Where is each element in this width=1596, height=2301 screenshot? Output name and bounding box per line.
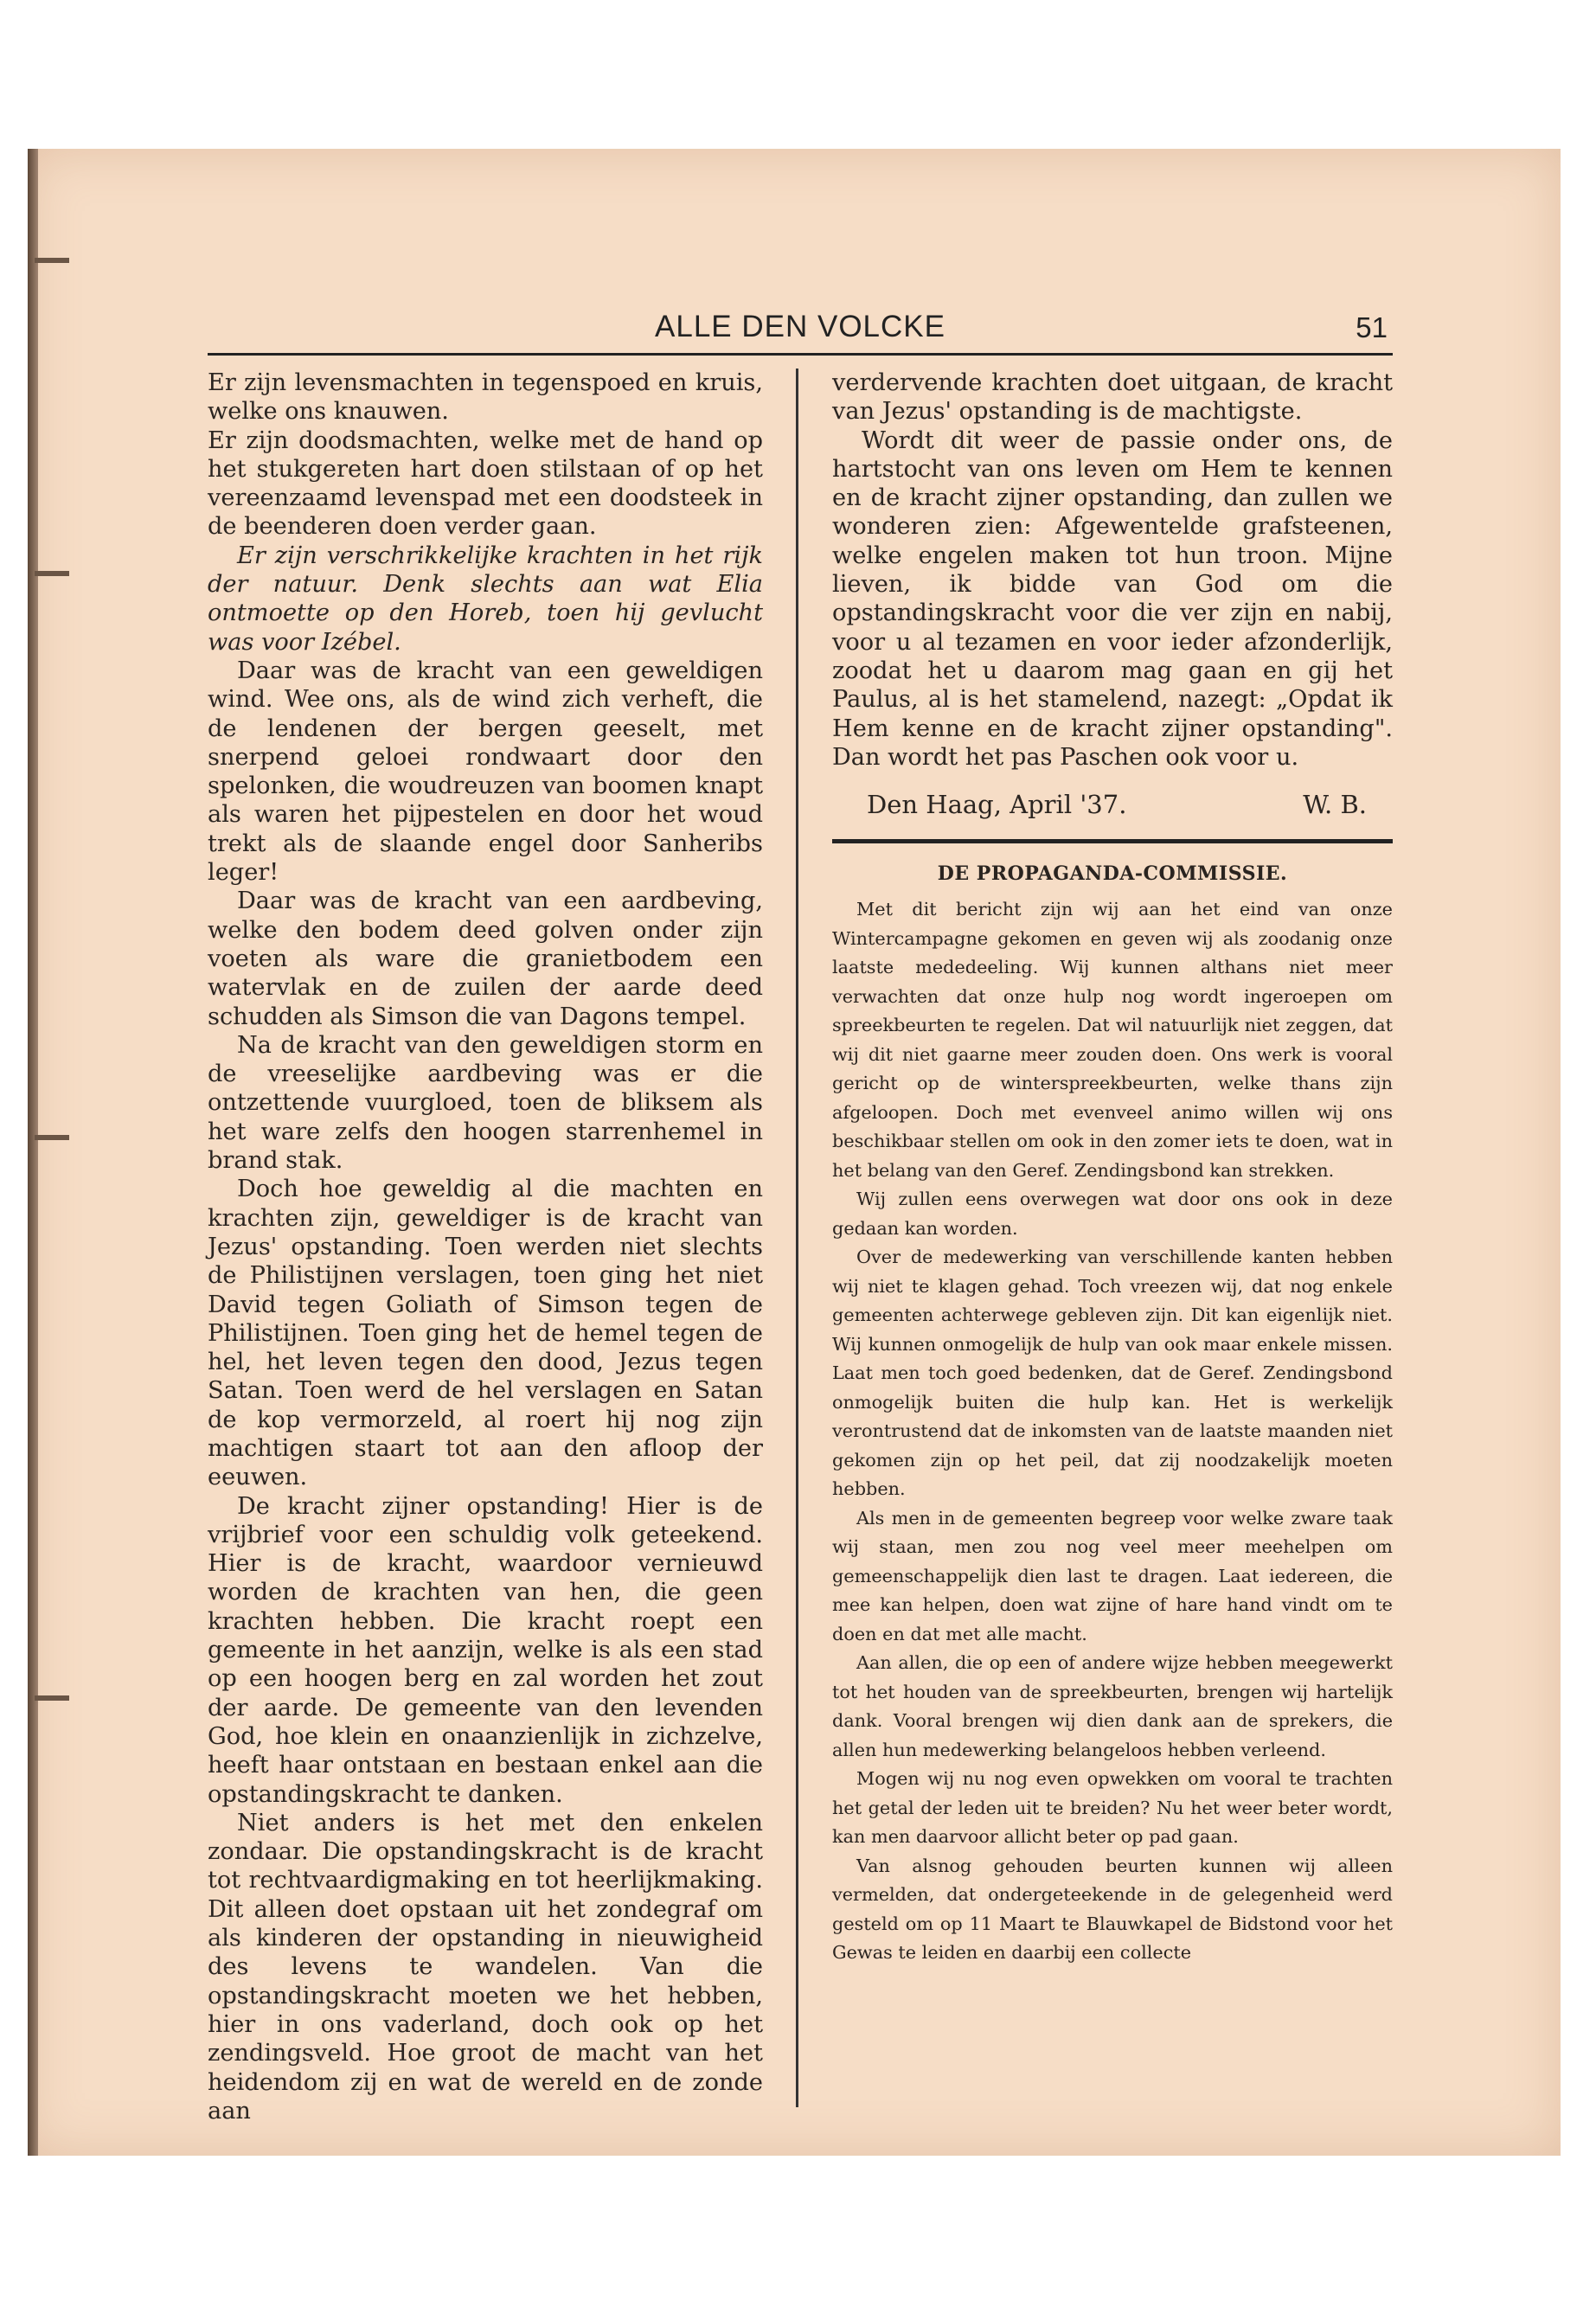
paragraph: De kracht zijner opstanding! Hier is de vrijbrief voor een schuldig volk geteekend. Hier is de kracht, waardoor vernieuwd worden de krachten van hen, die geen krachten hebben. Die kracht roept een gemeente in het aanzijn, welke is als een stad op een hoogen berg en zal worden het zout der aarde. De gemeente van den levenden God, hoe klein en onaanzienlijk in zichzelve, heeft haar ontstaan en bestaan enkel aan die opstandingskracht te danken. <box>208 1492 763 1808</box>
column-divider <box>796 369 798 2107</box>
page-binding-edge <box>28 149 38 2156</box>
paragraph: Over de medewerking van verschillende kanten hebben wij niet te klagen gehad. Toch vreezen wij, dat nog enkele gemeenten achterwege gebleven zijn. Dit kan eigenlijk niet. Wij kunnen onmogelijk de hulp van ook maar enkele missen. Laat men toch goed bedenken, dat de Geref. Zendingsbond onmogelijk buiten die hulp kan. Het is werkelijk verontrustend dat de inkomsten van de laatste maanden niet gekomen zijn op het peil, dat zij noodzakelijk moeten hebben. <box>832 1247 1393 1500</box>
article-signature <box>832 789 1393 820</box>
paragraph: Daar was de kracht van een aardbeving, welke den bodem deed golven onder zijn voeten als ware die granietbodem een watervlak en de zuilen der aarde deed schudden als Simson die van Dagons tempel. <box>208 888 763 1030</box>
section-heading: DE PROPAGANDA-COMMISSIE. <box>937 862 1288 886</box>
paragraph: verdervende krachten doet uitgaan, de kracht van Jezus' opstanding is de machtigste. <box>832 369 1393 426</box>
journal-title: ALLE DEN VOLCKE <box>655 310 945 343</box>
signature-place-date: Den Haag, April '37. <box>867 790 1127 820</box>
page-number: 51 <box>1356 311 1388 343</box>
paragraph: Er zijn verschrikkelijke krachten in het rijk der natuur. Denk slechts aan wat Elia ontmoette op den Horeb, toen hij gevlucht was voor Izébel. <box>208 542 763 656</box>
paragraph: Wij zullen eens overwegen wat door ons ook in deze gedaan kan worden. <box>832 1189 1393 1239</box>
paragraph: Mogen wij nu nog even opwekken om vooral te trachten het getal der leden uit te breiden? Nu het weer beter wordt, kan men daarvoor allicht beter op pad gaan. <box>832 1768 1393 1848</box>
binding-thread-mark <box>35 1135 69 1140</box>
paragraph: Van alsnog gehouden beurten kunnen wij alleen vermelden, dat ondergeteekende in de gelegenheid werd gesteld om op 11 Maart te Blauwkapel de Bidstond voor het Gewas te leiden en daarbij een collecte <box>832 1855 1393 1964</box>
article-continuation <box>832 369 1393 772</box>
running-header <box>208 310 1393 356</box>
paragraph: Met dit bericht zijn wij aan het eind van onze Wintercampagne gekomen en geven wij als zoodanig onze laatste mededeeling. Wij kunnen althans niet meer verwachten dat onze hulp nog wordt ingeroepen om spreekbeurten te regelen. Dat wil natuurlijk niet zeggen, dat wij dit niet gaarne meer zouden doen. Ons werk is vooral gericht op de winterspreekbeurten, welke thans zijn afgeloopen. Doch met evenveel animo willen wij ons beschikbaar stellen om ook in den zomer iets te doen, wat in het belang van den Geref. Zendingsbond kan strekken. <box>832 899 1393 1181</box>
paragraph: Doch hoe geweldig al die machten en krachten zijn, geweldiger is de kracht van Jezus' opstanding. Toen werden niet slechts de Philistijnen verslagen, toen ging het niet David tegen Goliath of Simson tegen de Philistijnen. Toen ging het de hemel tegen de hel, het leven tegen den dood, Jezus tegen Satan. Toen werd de hel verslagen en Satan de kop vermorzeld, al roert hij nog zijn machtigen staart tot aan den afloop der eeuwen. <box>208 1176 763 1491</box>
binding-thread-mark <box>35 571 69 576</box>
section-rule <box>832 839 1393 843</box>
paragraph: Niet anders is het met den enkelen zondaar. Die opstandingskracht is de kracht tot rechtvaardigmaking en tot heerlijkmaking. Dit alleen doet opstaan uit het zondegraf om als kinderen der opstanding in nieuwigheid des levens te wandelen. Van die opstandingskracht moeten we het hebben, hier in ons vaderland, doch ook op het zendingsveld. Hoe groot de macht van het heidendom zij en wat de wereld en de zonde aan <box>208 1809 763 2125</box>
left-column <box>208 369 763 2125</box>
binding-thread-mark <box>35 1695 69 1701</box>
paragraph: Aan allen, die op een of andere wijze hebben meegewerkt tot het houden van de spreekbeurten, brengen wij hartelijk dank. Vooral brengen wij dien dank aan de sprekers, die allen hun medewerking belangeloos hebben verleend. <box>832 1652 1393 1760</box>
paragraph: Er zijn doodsmachten, welke met de hand op het stukgereten hart doen stilstaan of op het vereenzaamd levenspad met een doodsteek in de beenderen doen verder gaan. <box>208 426 763 541</box>
signature-initials: W. B. <box>1303 790 1367 820</box>
right-column <box>832 369 1393 1968</box>
binding-thread-mark <box>35 258 69 263</box>
paragraph: Als men in de gemeenten begreep voor welke zware taak wij staan, men zou nog veel meer meehelpen om gemeenschappelijk dien last te dragen. Laat iedereen, die mee kan helpen, doen wat zijne of hare hand vindt om te doen en dat met alle macht. <box>832 1507 1393 1644</box>
paragraph: Na de kracht van den geweldigen storm en de vreeselijke aardbeving was er die ontzettende vuurgloed, toen de bliksem als het ware zelfs den hoogen starrenhemel in brand stak. <box>208 1031 763 1175</box>
paragraph: Daar was de kracht van een geweldigen wind. Wee ons, als de wind zich verheft, die de lendenen der bergen geeselt, met snerpend geloei rondwaart door den spelonken, die woudreuzen van boomen knapt als waren het pijpestelen en door het woud trekt als de slaande engel door Sanheribs leger! <box>208 657 763 887</box>
paragraph: Er zijn levensmachten in tegenspoed en kruis, welke ons knauwen. <box>208 369 763 426</box>
paragraph: Wordt dit weer de passie onder ons, de hartstocht van ons leven om Hem te kennen en de kracht zijner opstanding, dan zullen we wonderen zien: Afgewentelde grafsteenen, welke engelen maken tot hun troon. Mijne lieven, ik bidde van God om die opstandingskracht voor die ver zijn en nabij, voor u al tezamen en voor ieder afzonderlijk, zoodat het u daarom mag gaan en gij het Paulus, al is het stamelend, nazegt: „Opdat ik Hem kenne en de kracht zijner opstanding". Dan wordt het pas Paschen ook voor u. <box>832 426 1393 771</box>
section-body <box>832 895 1393 1968</box>
